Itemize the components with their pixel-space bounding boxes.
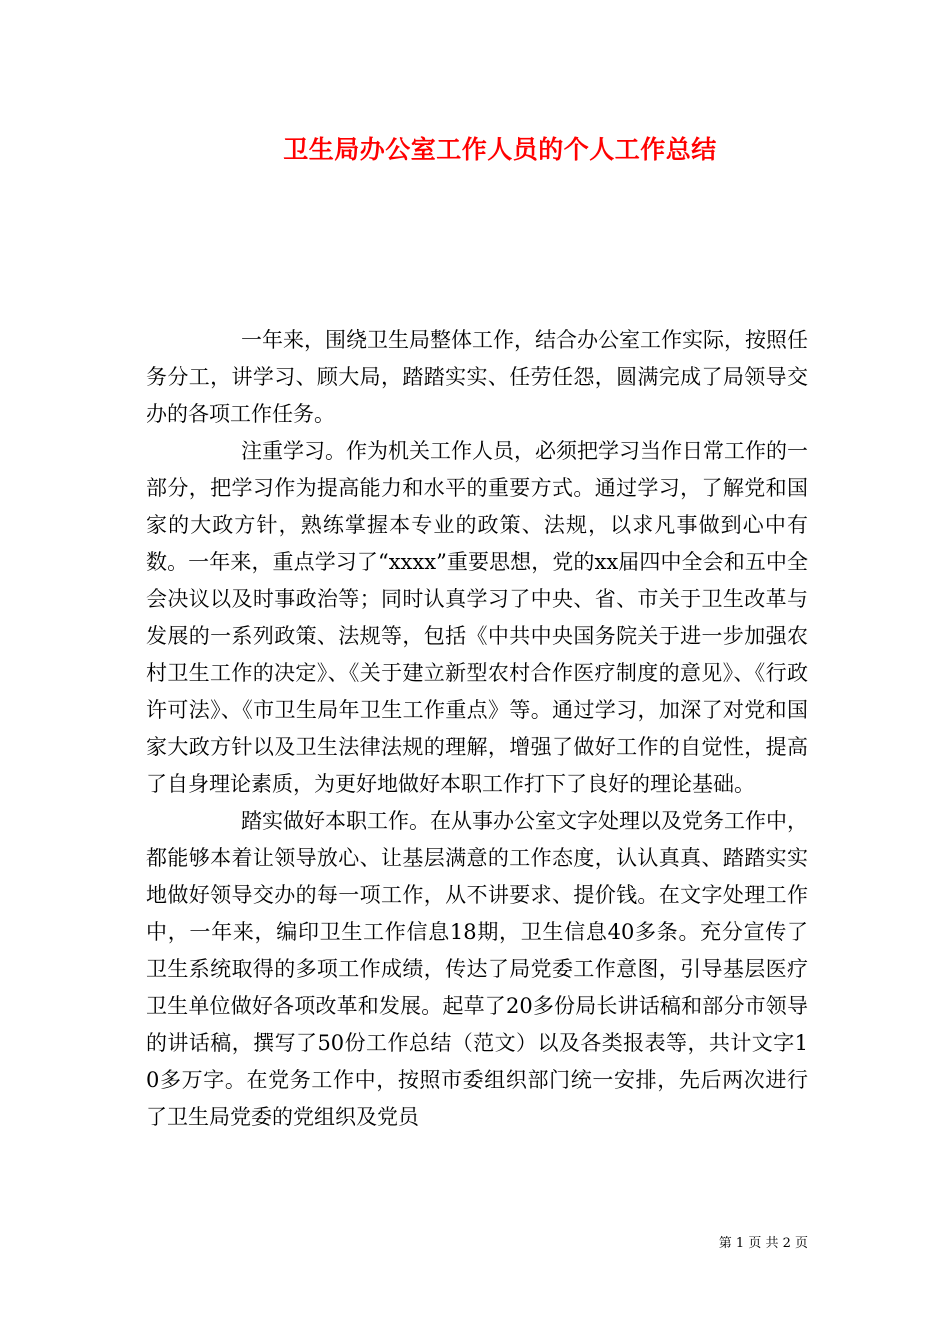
document-title: 卫生局办公室工作人员的个人工作总结: [283, 135, 717, 164]
paragraph-duties: 踏实做好本职工作。在从事办公室文字处理以及党务工作中，都能够本着让领导放心、让基层满意的工作态度，认认真真、踏踏实实地做好领导交办的每一项工作，从不讲要求、提价钱。在文字处理工作中，一年来，编印卫生工作信息18期，卫生信息40多条。充分宣传了卫生系统取得的多项工作成绩，传达了局党委工作意图，引导基层医疗卫生单位做好各项改革和发展。起草了20多份局长讲话稿和部分市领导的讲话稿，撰写了50份工作总结（范文）以及各类报表等，共计文字10多万字。在党务工作中，按照市委组织部门统一安排，先后两次进行了卫生局党委的党组织及党员: [146, 809, 808, 1129]
page-number-footer: 第 1 页 共 2 页: [718, 1236, 808, 1251]
paragraph-study: 注重学习。作为机关工作人员，必须把学习当作日常工作的一部分，把学习作为提高能力和水平的重要方式。通过学习，了解党和国家的大政方针，熟练掌握本专业的政策、法规，以求凡事做到心中有数。一年来，重点学习了“xxxx”重要思想，党的xx届四中全会和五中全会决议以及时事政治等；同时认真学习了中央、省、市关于卫生改革与发展的一系列政策、法规等，包括《中共中央国务院关于进一步加强农村卫生工作的决定》、《关于建立新型农村合作医疗制度的意见》、《行政许可法》、《市卫生局年卫生工作重点》等。通过学习，加深了对党和国家大政方针以及卫生法律法规的理解，增强了做好工作的自觉性，提高了自身理论素质，为更好地做好本职工作打下了良好的理论基础。: [146, 439, 808, 796]
document-body: [146, 322, 808, 1136]
paragraph-intro: 一年来，围绕卫生局整体工作，结合办公室工作实际，按照任务分工，讲学习、顾大局，踏踏实实、任劳任怨，圆满完成了局领导交办的各项工作任务。: [146, 328, 808, 426]
